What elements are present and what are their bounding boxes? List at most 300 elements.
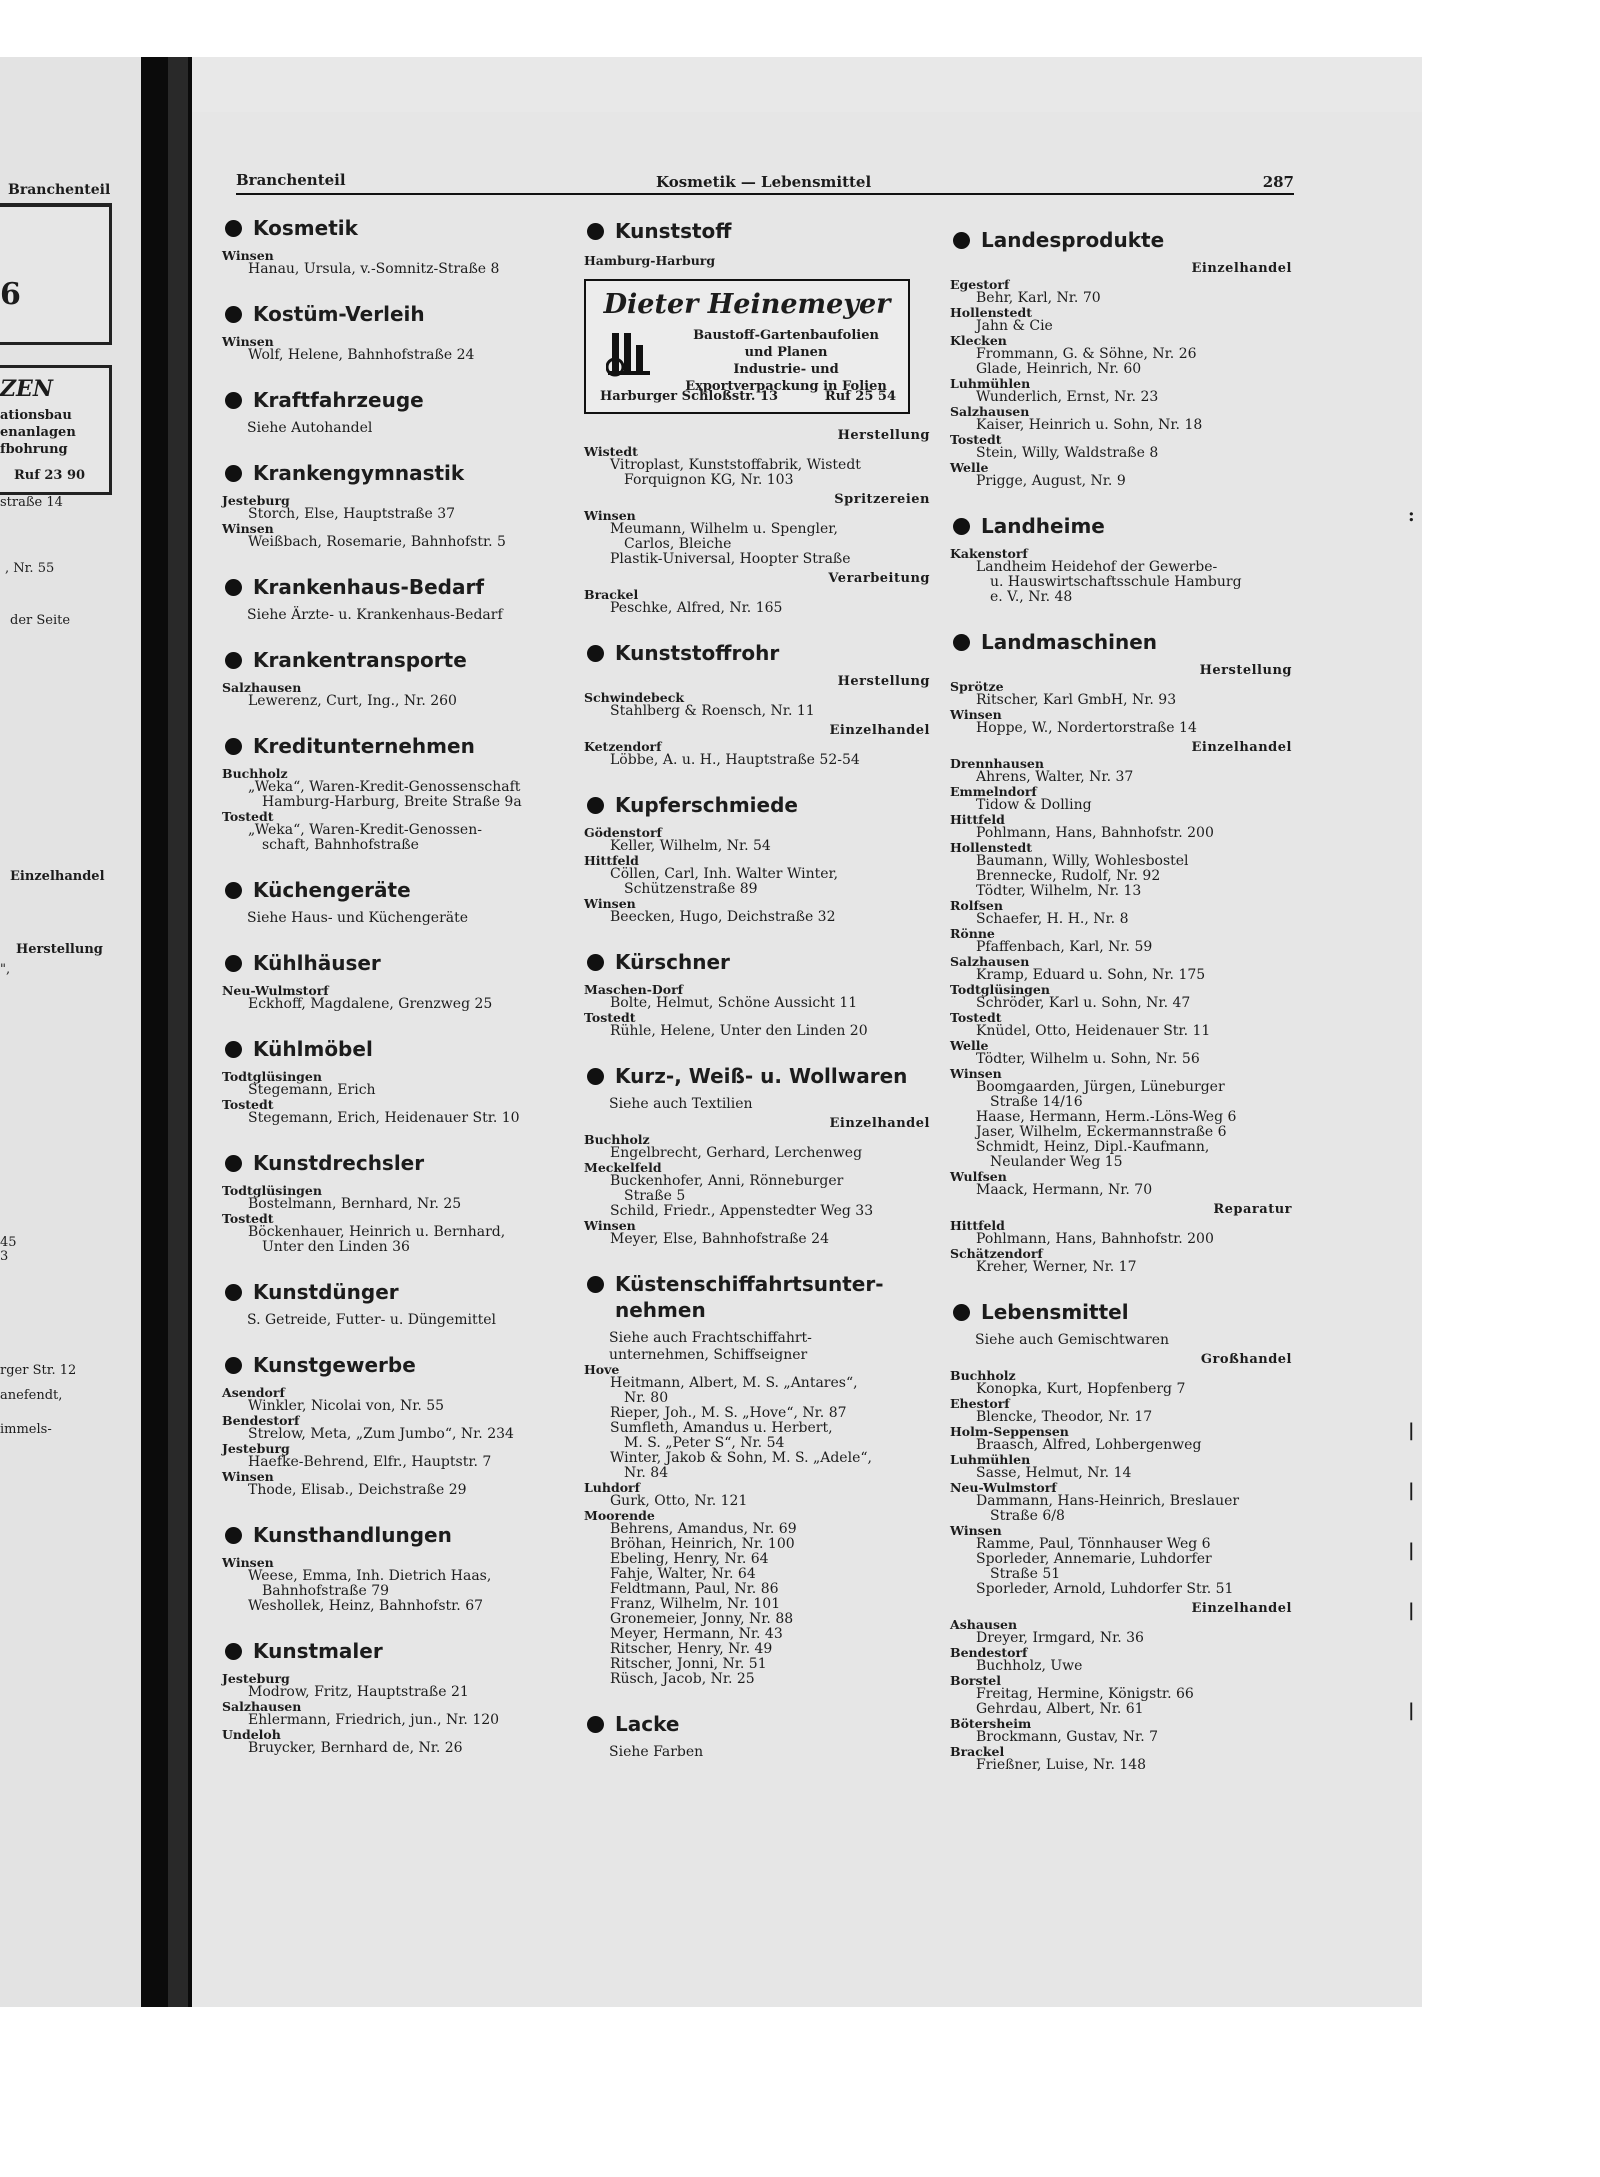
directory-section [584, 640, 930, 768]
section-title-text: Lebensmittel [981, 1300, 1129, 1324]
directory-section [950, 513, 1292, 605]
entry-line: Konopka, Kurt, Hopfenberg 7 [976, 1381, 1186, 1397]
entry-line: Heitmann, Albert, M. S. „Antares“, [610, 1375, 858, 1391]
bullet-icon [225, 220, 242, 237]
listing-entry [950, 1260, 1292, 1275]
section-title [222, 1638, 572, 1664]
left-ad-box-2 [0, 365, 112, 495]
place-name: Drennhausen [950, 756, 1044, 771]
entry-line: Hamburg-Harburg, Breite Straße 9a [262, 794, 522, 810]
listing-entry [222, 1741, 572, 1756]
entry-line: Böckenhauer, Heinrich u. Bernhard, [248, 1224, 506, 1240]
listing-entry [584, 522, 930, 552]
section-title [222, 301, 572, 327]
entry-line: Jahn & Cie [976, 318, 1053, 334]
listing-entry [222, 997, 572, 1012]
listing-entry [584, 839, 930, 854]
left-fragment: Einzelhandel [10, 869, 105, 884]
section-title [950, 629, 1292, 655]
place-name: Ketzendorf [584, 739, 662, 754]
entry-line: Unter den Linden 36 [262, 1239, 410, 1255]
directory-section [222, 647, 572, 709]
place-name: Winsen [222, 521, 274, 536]
margin-mark: | [1408, 1540, 1415, 1561]
section-title: Kunststoff [584, 218, 930, 244]
listing-entry [950, 1687, 1292, 1717]
entry-line: Beecken, Hugo, Deichstraße 32 [610, 909, 836, 925]
entry-line: M. S. „Peter S“, Nr. 54 [624, 1435, 785, 1451]
place-name: Hamburg-Harburg [584, 253, 716, 268]
entry-line: Keller, Wilhelm, Nr. 54 [610, 838, 771, 854]
see-also: Siehe Farben [609, 1744, 704, 1760]
bullet-icon [953, 1304, 970, 1321]
entry-line: Forquignon KG, Nr. 103 [624, 472, 794, 488]
column-2-sections [584, 640, 930, 1760]
directory-section [950, 1299, 1292, 1773]
place-name: Buchholz [950, 1368, 1016, 1383]
listing-entry [950, 854, 1292, 899]
place-name: Ashausen [950, 1617, 1018, 1632]
section-title [222, 950, 572, 976]
section-title-text: Kostüm-Verleih [253, 302, 425, 326]
category-label: Herstellung [1199, 663, 1292, 678]
section-title-text: Landheime [981, 514, 1105, 538]
listing-entry [222, 1083, 572, 1098]
place-name: Rolfsen [950, 898, 1003, 913]
entry-line: Brennecke, Rudolf, Nr. 92 [976, 868, 1161, 884]
listing-entry [950, 560, 1292, 605]
listing-entry [222, 780, 572, 810]
bullet-icon [587, 797, 604, 814]
directory-section [222, 1279, 572, 1328]
entry-line: Vitroplast, Kunststoffabrik, Wistedt [610, 457, 861, 473]
entry-line: Bröhan, Heinrich, Nr. 100 [610, 1536, 795, 1552]
entry-line: Modrow, Fritz, Hauptstraße 21 [248, 1684, 469, 1700]
directory-section [950, 227, 1292, 489]
entry-line: Wolf, Helene, Bahnhofstraße 24 [248, 347, 475, 363]
entry-line: Pohlmann, Hans, Bahnhofstr. 200 [976, 825, 1214, 841]
section-title [222, 1279, 572, 1305]
entry-line: Schützenstraße 89 [624, 881, 758, 897]
section-title [584, 1063, 930, 1089]
place-name: Luhdorf [584, 1480, 641, 1495]
entry-line: Straße 14/16 [990, 1094, 1083, 1110]
entry-line: u. Hauswirtschaftsschule Hamburg [990, 574, 1242, 590]
category-label: Einzelhandel [829, 1116, 930, 1131]
section-title-text: Landmaschinen [981, 630, 1158, 654]
entry-line: Boomgaarden, Jürgen, Lüneburger [976, 1079, 1225, 1095]
ad-phone: Ruf 25 54 [824, 389, 896, 404]
place-name: Schwindebeck [584, 690, 684, 705]
listing-entry [950, 347, 1292, 377]
listing-entry [222, 262, 572, 277]
bullet-icon [225, 882, 242, 899]
listing-entry [950, 474, 1292, 489]
entry-line: Bostelmann, Bernhard, Nr. 25 [248, 1196, 462, 1212]
entry-line: Nr. 80 [624, 1390, 669, 1406]
place-name: Wistedt [584, 444, 638, 459]
entry-line: Sumfleth, Amandus u. Herbert, [610, 1420, 833, 1436]
entry-line: Dreyer, Irmgard, Nr. 36 [976, 1630, 1144, 1646]
category-label: Einzelhandel [1191, 740, 1292, 755]
section-title-text: Kurz-, Weiß- u. Wollwaren [615, 1064, 908, 1088]
directory-section [584, 218, 930, 267]
listing-entry [222, 823, 572, 853]
left-fragment: der Seite [10, 613, 71, 628]
entry-line: schaft, Bahnhofstraße [262, 837, 419, 853]
section-title-text: Kreditunternehmen [253, 734, 475, 758]
listing-entry [950, 319, 1292, 334]
entry-line: Ritscher, Jonni, Nr. 51 [610, 1656, 767, 1672]
book-spine-gutter [168, 57, 188, 2007]
directory-section [950, 629, 1292, 1275]
place-name: Winsen [222, 1469, 274, 1484]
listing-entry [950, 1232, 1292, 1247]
directory-section [222, 1522, 572, 1614]
section-title-text: Kunsthandlungen [253, 1523, 452, 1547]
bullet-icon [225, 1041, 242, 1058]
section-title-text: Küstenschiffahrtsunter- [615, 1272, 884, 1296]
place-name: Brackel [950, 1744, 1005, 1759]
place-name: Ehestorf [950, 1396, 1010, 1411]
listing-entry [950, 1659, 1292, 1674]
category-label: Spritzereien [834, 492, 930, 507]
place-name: Wulfsen [950, 1169, 1007, 1184]
kunststoff-listings [584, 428, 930, 616]
entry-line: Bruycker, Bernhard de, Nr. 26 [248, 1740, 463, 1756]
listing-entry [222, 348, 572, 363]
listing-entry [584, 1406, 930, 1421]
bullet-icon [225, 392, 242, 409]
place-name: Todtglüsingen [222, 1069, 322, 1084]
directory-section [222, 1352, 572, 1498]
place-name: Hittfeld [584, 853, 639, 868]
directory-section [222, 1638, 572, 1756]
directory-section [222, 1036, 572, 1126]
entry-line: Winter, Jakob & Sohn, M. S. „Adele“, [610, 1450, 872, 1466]
see-also: Siehe Ärzte- u. Krankenhaus-Bedarf [247, 607, 503, 623]
entry-line: Engelbrecht, Gerhard, Lerchenweg [610, 1145, 863, 1161]
bullet-icon [587, 645, 604, 662]
entry-line: Meumann, Wilhelm u. Spengler, [610, 521, 838, 537]
section-title [222, 733, 572, 759]
entry-line: Meyer, Else, Bahnhofstraße 24 [610, 1231, 829, 1247]
entry-line: Freitag, Hermine, Königstr. 66 [976, 1686, 1194, 1702]
category-label: Herstellung [837, 674, 930, 689]
place-name: Moorende [584, 1508, 655, 1523]
entry-line: Braasch, Alfred, Lohbergenweg [976, 1437, 1202, 1453]
section-title [950, 227, 1292, 253]
see-also: S. Getreide, Futter- u. Düngemittel [247, 1312, 497, 1328]
entry-line: Pfaffenbach, Karl, Nr. 59 [976, 939, 1153, 955]
listing-entry [950, 826, 1292, 841]
entry-line: Rüsch, Jacob, Nr. 25 [610, 1671, 755, 1687]
left-fragment: , Nr. 55 [5, 561, 55, 576]
bullet-icon [587, 1716, 604, 1733]
left-page-fragment [0, 57, 141, 2007]
section-title-text: Kosmetik [253, 216, 358, 240]
section-title-text: Kunststoffrohr [615, 641, 780, 665]
listing-entry [950, 1024, 1292, 1039]
entry-line: Jaser, Wilhelm, Eckermannstraße 6 [976, 1124, 1227, 1140]
entry-line: Brockmann, Gustav, Nr. 7 [976, 1729, 1159, 1745]
section-title-text: Küchengeräte [253, 878, 411, 902]
place-name: Welle [950, 460, 989, 475]
entry-line: Franz, Wilhelm, Nr. 101 [610, 1596, 781, 1612]
place-name: Egestorf [950, 277, 1010, 292]
place-name: Winsen [950, 1523, 1002, 1538]
entry-line: Hanau, Ursula, v.-Somnitz-Straße 8 [248, 261, 500, 277]
entry-line: Schröder, Karl u. Sohn, Nr. 47 [976, 995, 1191, 1011]
place-name: Tostedt [950, 432, 1002, 447]
listing-entry [950, 996, 1292, 1011]
listing-entry [950, 291, 1292, 306]
left-ad-box-2-line: ationsbau [0, 408, 72, 423]
place-name: Luhmühlen [950, 376, 1031, 391]
see-also: Siehe Autohandel [247, 420, 373, 436]
entry-line: Prigge, August, Nr. 9 [976, 473, 1126, 489]
listing-entry [584, 1494, 930, 1509]
place-name: Hollenstedt [950, 305, 1032, 320]
left-ad-box-2-line: enanlagen [0, 425, 76, 440]
listing-entry [584, 1174, 930, 1204]
entry-line: Straße 6/8 [990, 1508, 1065, 1524]
entry-line: Gurk, Otto, Nr. 121 [610, 1493, 748, 1509]
place-name: Gödenstorf [584, 825, 662, 840]
place-name: Winsen [584, 896, 636, 911]
entry-line: Ebeling, Henry, Nr. 64 [610, 1551, 769, 1567]
entry-line: Rieper, Joh., M. S. „Hove“, Nr. 87 [610, 1405, 847, 1421]
section-title-text: nehmen [615, 1298, 706, 1322]
entry-line: Frommann, G. & Söhne, Nr. 26 [976, 346, 1197, 362]
entry-line: „Weka“, Waren-Kredit-Genossenschaft [248, 779, 521, 795]
place-name: Winsen [222, 334, 274, 349]
place-name: Bendestorf [950, 1645, 1028, 1660]
listing-entry [584, 867, 930, 897]
listing-entry [950, 1631, 1292, 1646]
bullet-icon [225, 1357, 242, 1374]
section-title [584, 792, 930, 818]
category-label: Reparatur [1213, 1202, 1292, 1217]
entry-line: Tidow & Dolling [976, 797, 1092, 813]
directory-section [222, 1150, 572, 1255]
section-title-text: Kunstdünger [253, 1280, 399, 1304]
entry-line: Löbbe, A. u. H., Hauptstraße 52-54 [610, 752, 860, 768]
listing-entry [950, 940, 1292, 955]
entry-line: Dammann, Hans-Heinrich, Breslauer [976, 1493, 1240, 1509]
entry-line: Hoppe, W., Nordertorstraße 14 [976, 720, 1197, 736]
section-title-text: Kupferschmiede [615, 793, 798, 817]
directory-section [222, 574, 572, 623]
entry-line: Plastik-Universal, Hoopter Straße [610, 551, 851, 567]
category-label: Einzelhandel [1191, 1601, 1292, 1616]
entry-line: Lewerenz, Curt, Ing., Nr. 260 [248, 693, 457, 709]
entry-line: Frießner, Luise, Nr. 148 [976, 1757, 1147, 1773]
listing-entry [222, 1427, 572, 1442]
listing-entry [584, 458, 930, 488]
listing-entry [222, 507, 572, 522]
listing-entry [222, 1569, 572, 1599]
place-name: Jesteburg [222, 1441, 290, 1456]
section-title [222, 1036, 572, 1062]
directory-section [222, 877, 572, 926]
entry-line: Ritscher, Henry, Nr. 49 [610, 1641, 773, 1657]
listing-entry [584, 1522, 930, 1687]
category-label: Verarbeitung [828, 571, 930, 586]
section-title-text: Kraftfahrzeuge [253, 388, 424, 412]
margin-mark: | [1408, 1600, 1415, 1621]
listing-entry [950, 446, 1292, 461]
entry-line: Meyer, Hermann, Nr. 43 [610, 1626, 783, 1642]
entry-line: „Weka“, Waren-Kredit-Genossen- [248, 822, 482, 838]
category-label: Einzelhandel [829, 723, 930, 738]
listing-entry [584, 910, 930, 925]
section-title-text: Landesprodukte [981, 228, 1165, 252]
place-name: Todtglüsingen [222, 1183, 322, 1198]
listing-entry [584, 753, 930, 768]
place-name: Neu-Wulmstorf [222, 983, 329, 998]
bullet-icon [587, 954, 604, 971]
section-title [584, 1271, 930, 1323]
place-name: Bendestorf [222, 1413, 300, 1428]
entry-line: Nr. 84 [624, 1465, 669, 1481]
entry-line: Schaefer, H. H., Nr. 8 [976, 911, 1129, 927]
entry-line: Kaiser, Heinrich u. Sohn, Nr. 18 [976, 417, 1203, 433]
entry-line: Stegemann, Erich [248, 1082, 376, 1098]
listing-entry [950, 1730, 1292, 1745]
entry-line: Tödter, Wilhelm, Nr. 13 [976, 883, 1142, 899]
entry-line: Kramp, Eduard u. Sohn, Nr. 175 [976, 967, 1206, 983]
place-name: Bötersheim [950, 1716, 1032, 1731]
category-label: Herstellung [837, 428, 930, 443]
bullet-icon [225, 306, 242, 323]
place-name: Schätzendorf [950, 1246, 1043, 1261]
entry-line: Eckhoff, Magdalene, Grenzweg 25 [248, 996, 493, 1012]
section-title [222, 877, 572, 903]
listing-entry [222, 1111, 572, 1126]
left-ad-box-2-ruf: Ruf 23 90 [14, 468, 86, 483]
place-name: Salzhausen [950, 404, 1030, 419]
listing-entry [950, 798, 1292, 813]
place-name: Buchholz [584, 1132, 650, 1147]
entry-line: Haase, Hermann, Herm.-Löns-Weg 6 [976, 1109, 1237, 1125]
listing-entry [950, 1382, 1292, 1397]
place-name: Salzhausen [222, 1699, 302, 1714]
place-name: Maschen-Dorf [584, 982, 684, 997]
entry-line: Ramme, Paul, Tönnhauser Weg 6 [976, 1536, 1211, 1552]
place-name: Luhmühlen [950, 1452, 1031, 1467]
listing-entry [950, 1410, 1292, 1425]
bullet-icon [225, 1643, 242, 1660]
place-name: Jesteburg [222, 493, 290, 508]
listing-entry [222, 1225, 572, 1255]
place-name: Tostedt [222, 1097, 274, 1112]
listing-entry [950, 1494, 1292, 1524]
place-name: Neu-Wulmstorf [950, 1480, 1057, 1495]
section-title-text: Krankentransporte [253, 648, 467, 672]
section-title [950, 1299, 1292, 1325]
bullet-icon [225, 465, 242, 482]
bullet-icon [225, 579, 242, 596]
see-also: Siehe auch Textilien [609, 1096, 753, 1112]
section-title-text: Kühlmöbel [253, 1037, 373, 1061]
bullet-icon [225, 1284, 242, 1301]
listing-entry [950, 1438, 1292, 1453]
directory-section [222, 950, 572, 1012]
place-name: Jesteburg [222, 1671, 290, 1686]
place-name: Holm-Seppensen [950, 1424, 1069, 1439]
place-name: Tostedt [222, 1211, 274, 1226]
section-title-text: Kunstdrechsler [253, 1151, 425, 1175]
entry-line: Fahje, Walter, Nr. 64 [610, 1566, 756, 1582]
entry-line: Straße 5 [624, 1188, 686, 1204]
entry-line: Storch, Else, Hauptstraße 37 [248, 506, 456, 522]
entry-line: Buckenhofer, Anni, Rönneburger [610, 1173, 844, 1189]
entry-line: Peschke, Alfred, Nr. 165 [610, 600, 783, 616]
place-name: Brackel [584, 587, 639, 602]
listing-entry [950, 1052, 1292, 1067]
listing-entry [222, 1599, 572, 1614]
directory-section [222, 215, 572, 277]
entry-line: Rühle, Helene, Unter den Linden 20 [610, 1023, 868, 1039]
entry-line: Behrens, Amandus, Nr. 69 [610, 1521, 797, 1537]
category-label: Großhandel [1200, 1352, 1292, 1367]
directory-section [222, 387, 572, 436]
entry-line: Sasse, Helmut, Nr. 14 [976, 1465, 1132, 1481]
entry-line: Sporleder, Annemarie, Luhdorfer [976, 1551, 1212, 1567]
left-fragment: ", [0, 962, 11, 977]
listing-entry [950, 1080, 1292, 1110]
entry-line: Winkler, Nicolai von, Nr. 55 [248, 1398, 445, 1414]
place-name: Hittfeld [950, 1218, 1005, 1233]
entry-line: Sporleder, Arnold, Luhdorfer Str. 51 [976, 1581, 1234, 1597]
listing-entry [584, 1204, 930, 1219]
advertisement-box [584, 279, 910, 414]
margin-mark: | [1408, 1420, 1415, 1441]
place-name: Kakenstorf [950, 546, 1028, 561]
page-header [236, 165, 1294, 195]
section-title-text: Kunstgewerbe [253, 1353, 416, 1377]
column-1 [222, 215, 572, 1780]
left-fragment: anefendt, [0, 1388, 63, 1403]
place-name: Undeloh [222, 1727, 281, 1742]
entry-line: Feldtmann, Paul, Nr. 86 [610, 1581, 779, 1597]
margin-mark: : [1408, 505, 1415, 526]
listing-entry [222, 1685, 572, 1700]
section-title-text: Krankenhaus-Bedarf [253, 575, 485, 599]
listing-entry [222, 535, 572, 550]
directory-section [584, 949, 930, 1039]
section-title [222, 1150, 572, 1176]
listing-entry [950, 418, 1292, 433]
see-also: unternehmen, Schiffseigner [609, 1347, 808, 1363]
directory-section [222, 733, 572, 853]
place-name: Klecken [950, 333, 1007, 348]
bullet-icon [587, 1068, 604, 1085]
entry-line: Tödter, Wilhelm u. Sohn, Nr. 56 [976, 1051, 1200, 1067]
left-fragment: rger Str. 12 [0, 1363, 77, 1378]
listing-entry [950, 1537, 1292, 1597]
entry-line: Bahnhofstraße 79 [262, 1583, 390, 1599]
section-title [222, 574, 572, 600]
section-title-text: Krankengymnastik [253, 461, 465, 485]
section-title-text: Kürschner [615, 950, 730, 974]
place-name: Emmelndorf [950, 784, 1037, 799]
place-name: Hittfeld [950, 812, 1005, 827]
listing-entry [584, 552, 930, 567]
listing-entry [584, 1024, 930, 1039]
listing-entry [950, 693, 1292, 708]
